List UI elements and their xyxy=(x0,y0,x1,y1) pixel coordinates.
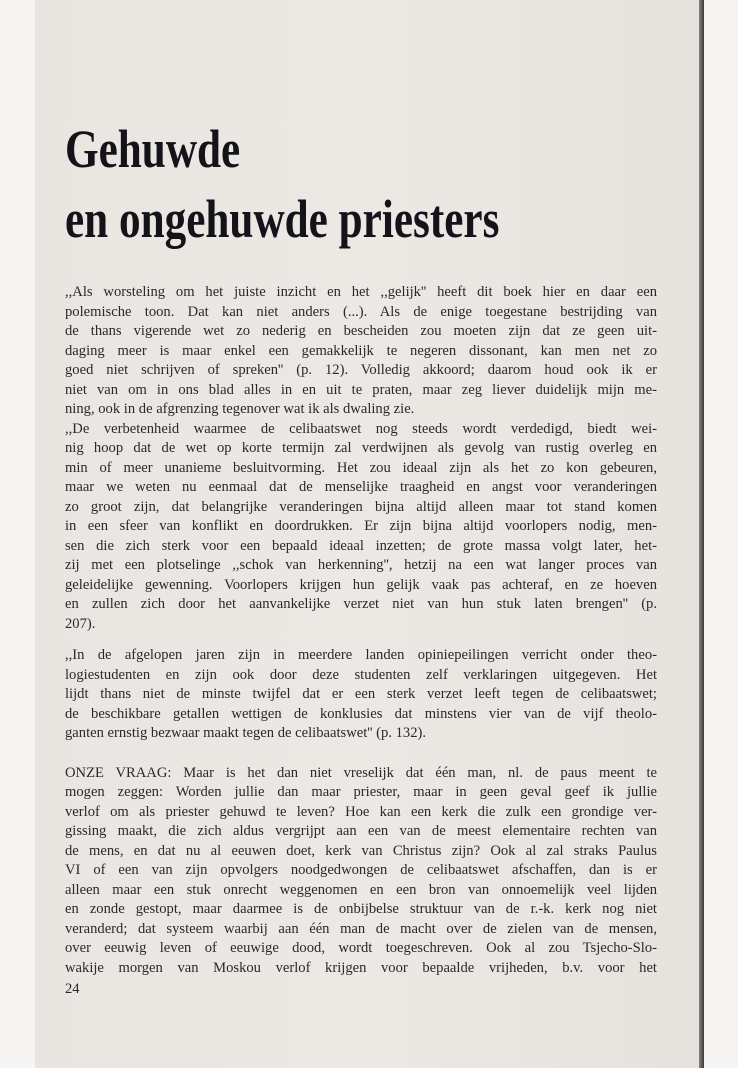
text-line: polemische toon. Dat kan niet anders (...). Als de enige toegestane bestrijding van xyxy=(65,303,657,320)
text-line: ,,De verbetenheid waarmee de celibaatswet nog steeds wordt verdedigd, biedt wei- xyxy=(65,420,657,437)
paragraph-quote-1 xyxy=(65,283,657,420)
text-line: 207). xyxy=(65,615,96,632)
text-line: ,,Als worsteling om het juiste inzicht en het ,,gelijk'' heeft dit boek hier en daar een xyxy=(65,284,657,300)
text-line: gissing maakt, die zich aldus vergrijpt aan een van de meest elementaire rechten van xyxy=(65,823,657,839)
text-line: geleidelijke gewenning. Voorlopers krijgen hun gelijk vaak pas achteraf, en ze hoeven xyxy=(65,576,657,593)
text-line: de thans vigerende wet zo nederig en bescheiden zou moeten zijn dat ze geen uit- xyxy=(65,323,657,339)
text-line: niet van om in ons blad alles in en uit te praten, maar zeg liever duidelijk mijn me- xyxy=(65,381,657,398)
text-line: min of meer unanieme besluitvorming. Het zou ideaal zijn als het zo kon gebeuren, xyxy=(65,459,657,476)
text-line: ,,In de afgelopen jaren zijn in meerdere landen opiniepeilingen verricht onder theo- xyxy=(65,647,657,663)
text-line: daging meer is maar enkel een gemakkelijk te negeren dissonant, kan men net zo xyxy=(65,342,657,359)
text-line: de mens, en dat nu al eeuwen doet, kerk van Christus zijn? Ook al zal straks Paulus xyxy=(65,842,657,859)
text-line: goed niet schrijven of spreken'' (p. 12). Volledig akkoord; daarom houd ook ik er xyxy=(65,362,657,378)
text-line: en zonde gestopt, maar daarmee is de onbijbelse struktuur van de r.-k. kerk nog niet xyxy=(65,901,657,917)
paragraph-quote-2 xyxy=(65,420,657,635)
text-line: maar we weten nu eenmaal dat de menselijke traagheid en angst voor veranderingen xyxy=(65,479,657,495)
paragraph-onze-vraag xyxy=(65,764,657,979)
text-line: wakije morgen van Moskou verlof krijgen voor bepaalde vrijheden, b.v. voor het xyxy=(65,959,657,976)
text-line: logiestudenten en zijn ook door deze studenten zelf verklaringen uitgegeven. Het xyxy=(65,666,657,683)
text-line: en zullen zich door het aanvankelijke verzet niet van hun stuk laten brengen'' (p. xyxy=(65,596,657,612)
text-line: lijdt thans niet de minste twijfel dat er een sterk verzet leeft tegen de celibaatswet; xyxy=(65,686,657,702)
text-line: VI of een van zijn opvolgers noodgedwongen de celibaatswet afschaffen, dan is er xyxy=(65,862,657,878)
text-line: de beschikbare getallen wettigen de konklusies dat minstens vier van de vijf theolo- xyxy=(65,705,657,722)
text-line: alleen maar een stuk onrecht weggenomen en een bron van onnoemelijk veel lijden xyxy=(65,881,657,898)
text-line: ONZE VRAAG: Maar is het dan niet vreselijk dat één man, nl. de paus meent te xyxy=(65,764,657,781)
text-line: zo groot zijn, dat belangrijke veranderingen bijna altijd alleen maar tot stand komen xyxy=(65,498,657,515)
text-line: ning, ook in de afgrenzing tegenover wat ik als dwaling zie. xyxy=(65,401,415,417)
text-line: ganten ernstig bezwaar maakt tegen de celibaatswet'' (p. 132). xyxy=(65,725,427,741)
text-line: mogen zeggen: Worden jullie dan maar priester, maar in geen geval geef ik jullie xyxy=(65,784,657,800)
text-line: over eeuwig leven of eeuwige dood, wordt toegeschreven. Ook al zou Tsjecho-Slo- xyxy=(65,940,657,956)
page-number: 24 xyxy=(65,981,80,997)
text-line: verlof om als priester gehuwd te leven? Hoe kan een kerk die zulk een grondige ver- xyxy=(65,803,657,820)
article-body xyxy=(65,283,657,1000)
text-line: veranderd; dat systeem waarbij aan één man de macht over de zielen van de mensen, xyxy=(65,920,657,937)
text-line: nig hoop dat de wet op korte termijn zal verdwijnen als gevolg van rustig overleg en xyxy=(65,440,657,456)
text-line: in een sfeer van konflikt en doordrukken. Er zijn bijna altijd voorlopers nodig, men- xyxy=(65,518,657,534)
page-edge-shadow xyxy=(699,0,704,1068)
paragraph-quote-3 xyxy=(65,646,657,744)
text-line: sen die zich sterk voor een bepaald ideaal inzetten; de grote massa volgt later, het- xyxy=(65,537,657,554)
text-line: zij met een plotselinge ,,schok van herkenning'', hetzij na een wat langer proces van xyxy=(65,557,657,573)
article-title-line-1: Gehuwde xyxy=(65,119,241,179)
article-title-line-2: en ongehuwde priesters xyxy=(65,189,500,249)
